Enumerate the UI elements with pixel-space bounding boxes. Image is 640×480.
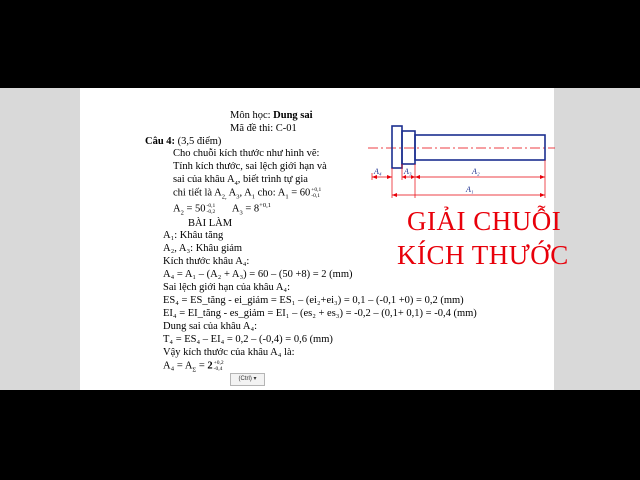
question-number: Câu 4: <box>145 136 176 147</box>
question-line-1: Cho chuỗi kích thước như hình vẽ: <box>173 148 320 159</box>
bolt-shank <box>415 135 545 160</box>
label-a3: A₃ <box>404 167 412 176</box>
solution-title: BÀI LÀM <box>188 218 233 229</box>
document-viewport <box>0 88 640 390</box>
solution-line-3: Kích thước khâu A₄: <box>163 256 250 267</box>
a3-pre: A <box>231 203 240 215</box>
solution-line-9: T₄ = ES₄ – EI₄ = 0,2 – (-0,4) = 0,6 (mm) <box>163 334 333 345</box>
q4-eq: = 60 <box>288 187 311 199</box>
a2-eq: = 50 <box>183 203 206 215</box>
solution-line-1: A₁: Khâu tăng <box>163 230 224 241</box>
l11-sub: Σ <box>192 366 197 374</box>
a2-tolerance: -0,1 -0,2 <box>206 203 216 215</box>
l11-eq: = <box>196 360 208 372</box>
question-points: (3,5 điểm) <box>175 136 222 147</box>
subject-name: Dung sai <box>273 110 313 121</box>
subject-line <box>230 110 313 122</box>
question-line-5: $A_2 = 50$ -0,1 -0,2 $A_3 = 8^{+0,1}$ <box>173 201 271 217</box>
solution-line-6: ES₄ = ES_tăng - ei_giảm = ES₁ – (ei₂+ei₃) = 0,1 – (-0,1 +0) = 0,2 (mm) <box>163 295 464 306</box>
a3-tolerance: +0,1 <box>259 201 271 209</box>
solution-line-11 <box>163 360 224 372</box>
l11-pre: A₄ = A <box>163 360 193 372</box>
subject-label: Môn học: <box>230 110 274 121</box>
overlay-title-line-1: GIẢI CHUỖI <box>407 206 562 236</box>
dimension-arrows <box>372 175 545 197</box>
question-line-4: chi tiết là $A_{2,}$ $A_3$, $A_1$ cho: $A_1 = 60$ +0,1 -0,1 <box>173 187 322 201</box>
q4-pre: chi tiết là A <box>173 187 222 199</box>
letterbox-top <box>0 0 640 88</box>
solution-line-8: Dung sai của khâu A₄: <box>163 321 258 332</box>
letterbox-bottom <box>0 390 640 480</box>
q3-pre: sai của khâu A <box>173 174 235 185</box>
a3-eq: = 8 <box>242 203 260 215</box>
q4-mid2: , A <box>239 187 252 199</box>
solution-line-10: Vậy kích thước của khâu A₄ là: <box>163 347 295 358</box>
q3-post: , biết trình tự gia <box>237 174 308 185</box>
bolt-shoulder <box>402 131 415 164</box>
question-line-2: Tính kích thước, sai lệch giới hạn và <box>173 161 327 172</box>
dimension-chain-drawing <box>360 118 560 208</box>
l11-val: 2 <box>207 360 213 372</box>
solution-line-2: A₂, A₃: Khâu giảm <box>163 243 243 254</box>
q4-post: cho: A <box>254 187 286 199</box>
document-page <box>80 88 569 390</box>
overlay-title-line-2: KÍCH THƯỚC <box>397 240 569 270</box>
solution-line-7: EI₄ = EI_tăng - es_giảm = EI₁ – (es₂ + es₃) = -0,2 – (0,1+ 0,1) = -0,4 (mm) <box>163 308 477 319</box>
solution-line-4: A₄ = A₁ – (A₂ + A₃) = 60 – (50 +8) = 2 (mm) <box>163 269 353 280</box>
bolt-flange <box>392 126 402 168</box>
a2-pre: A <box>173 203 181 215</box>
dimension-lines <box>372 177 545 195</box>
exam-code: Mã đề thi: C-01 <box>230 123 297 134</box>
label-a1: A₁ <box>466 185 474 194</box>
question-header <box>145 136 221 148</box>
q4-mid: A <box>226 187 237 199</box>
paste-options-button[interactable]: (Ctrl) ▾ <box>230 373 265 386</box>
a4-tolerance: +0,2 -0,4 <box>213 360 224 372</box>
question-line-3: sai của khâu $A_4$, biết trình tự gia <box>173 174 308 188</box>
label-a2: A₂ <box>472 167 480 176</box>
label-a4: A₄ <box>374 167 382 176</box>
a1-tolerance: +0,1 -0,1 <box>311 187 322 199</box>
extension-lines <box>372 160 545 198</box>
solution-line-5: Sai lệch giới hạn của khâu A₄: <box>163 282 291 293</box>
